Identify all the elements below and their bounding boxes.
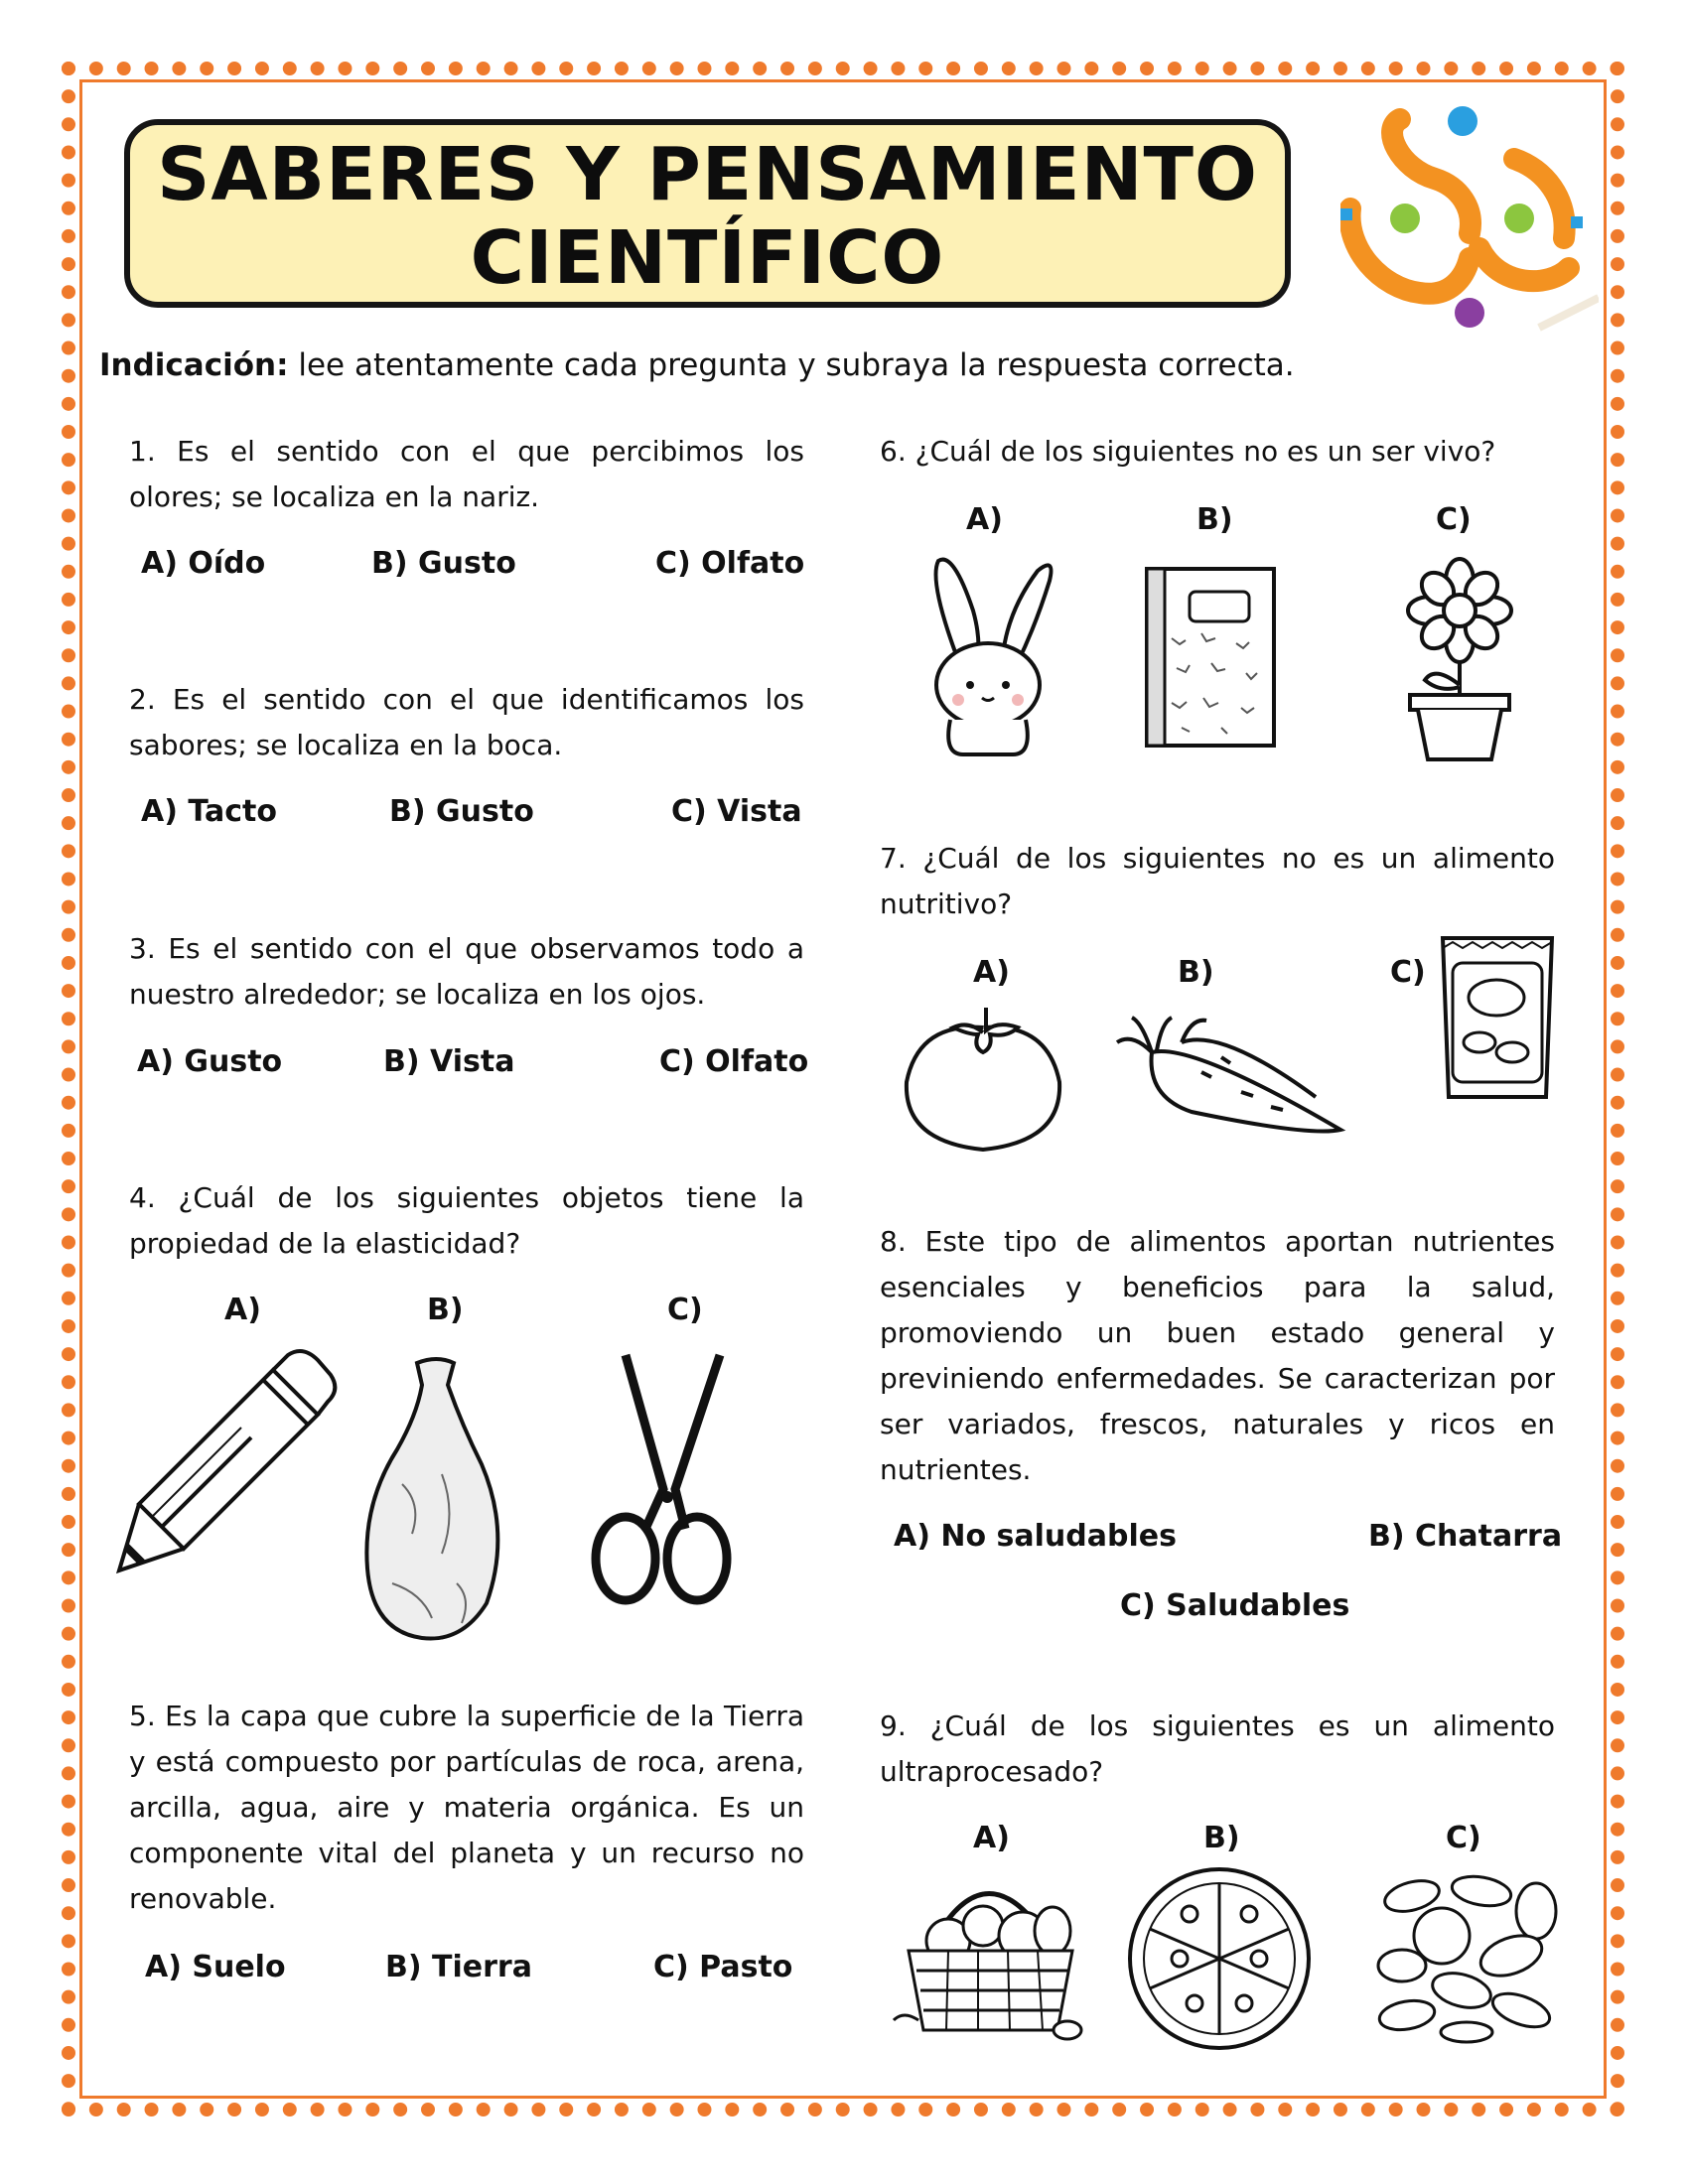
nuts-icon[interactable] [1372, 1871, 1561, 2045]
title-banner [124, 119, 1291, 308]
q7-label-a: A) [973, 955, 1010, 990]
question-2: 2. Es el sentido con el que identificamos los sabores; se localiza en la boca. [129, 683, 804, 761]
instructions [99, 347, 1295, 383]
tomato-icon[interactable] [899, 1003, 1067, 1152]
q3-option-b[interactable]: B) Vista [383, 1044, 515, 1079]
chips-bag-icon[interactable] [1435, 933, 1559, 1102]
q2-option-a[interactable]: A) Tacto [141, 794, 277, 829]
q3-option-a[interactable]: A) Gusto [137, 1044, 283, 1079]
question-8: 8. Este tipo de alimentos aportan nutrientes esenciales y beneficios para la salud, promoviendo un buen estado general y previniendo enfermedades. Se caracterizan por ser variados, frescos, naturales y ricos en nutrientes. [880, 1225, 1555, 1486]
q7-label-c: C) [1390, 955, 1426, 990]
question-9: 9. ¿Cuál de los siguientes es un alimento ultraprocesado? [880, 1709, 1555, 1788]
q5-option-a[interactable]: A) Suelo [145, 1950, 286, 1984]
pencil-icon[interactable] [114, 1350, 333, 1578]
q6-label-b: B) [1196, 502, 1233, 537]
carrot-icon[interactable] [1112, 1013, 1350, 1142]
question-6: 6. ¿Cuál de los siguientes no es un ser vivo? [880, 435, 1496, 468]
q9-label-b: B) [1203, 1821, 1240, 1855]
q4-label-a: A) [224, 1293, 261, 1327]
q4-label-b: B) [427, 1293, 464, 1327]
q1-option-b[interactable]: B) Gusto [371, 546, 516, 581]
question-3: 3. Es el sentido con el que observamos todo a nuestro alrededor; se localiza en los ojos. [129, 932, 804, 1011]
q8-option-c[interactable]: C) Saludables [1120, 1588, 1350, 1623]
instructions-label: Indicación: [99, 347, 289, 383]
page-title-line-1: SABERES Y PENSAMIENTO [157, 132, 1258, 217]
scissors-icon[interactable] [586, 1350, 735, 1608]
question-4: 4. ¿Cuál de los siguientes objetos tiene la propiedad de la elasticidad? [129, 1181, 804, 1260]
rabbit-icon[interactable] [918, 551, 1057, 759]
q7-label-b: B) [1178, 955, 1214, 990]
flower-pot-icon[interactable] [1390, 556, 1529, 764]
q6-label-a: A) [966, 502, 1003, 537]
q3-option-c[interactable]: C) Olfato [659, 1044, 809, 1079]
balloon-icon[interactable] [362, 1355, 511, 1653]
q2-option-c[interactable]: C) Vista [671, 794, 802, 829]
question-7: 7. ¿Cuál de los siguientes no es un alimento nutritivo? [880, 842, 1555, 920]
q1-option-c[interactable]: C) Olfato [655, 546, 805, 581]
question-1: 1. Es el sentido con el que percibimos los olores; se localiza en la nariz. [129, 435, 804, 513]
logo-icon [1340, 99, 1599, 347]
notebook-icon[interactable] [1142, 564, 1281, 752]
question-5: 5. Es la capa que cubre la superficie de la Tierra y está compuesto por partículas de roca, arena, arcilla, agua, aire y materia orgánica. Es un componente vital del planeta y un recurso no renovable. [129, 1700, 804, 1915]
q4-label-c: C) [667, 1293, 703, 1327]
q9-label-c: C) [1446, 1821, 1481, 1855]
q8-option-a[interactable]: A) No saludables [894, 1519, 1177, 1554]
instructions-text: lee atentamente cada pregunta y subraya la respuesta correcta. [288, 347, 1295, 383]
q8-option-b[interactable]: B) Chatarra [1368, 1519, 1563, 1554]
q2-option-b[interactable]: B) Gusto [389, 794, 534, 829]
page-title-line-2: CIENTÍFICO [470, 215, 945, 301]
q5-option-b[interactable]: B) Tierra [385, 1950, 532, 1984]
vegetable-basket-icon[interactable] [889, 1871, 1087, 2040]
q9-label-a: A) [973, 1821, 1010, 1855]
q6-label-c: C) [1436, 502, 1472, 537]
pizza-icon[interactable] [1120, 1864, 1319, 2053]
q1-option-a[interactable]: A) Oído [141, 546, 266, 581]
q5-option-c[interactable]: C) Pasto [653, 1950, 793, 1984]
